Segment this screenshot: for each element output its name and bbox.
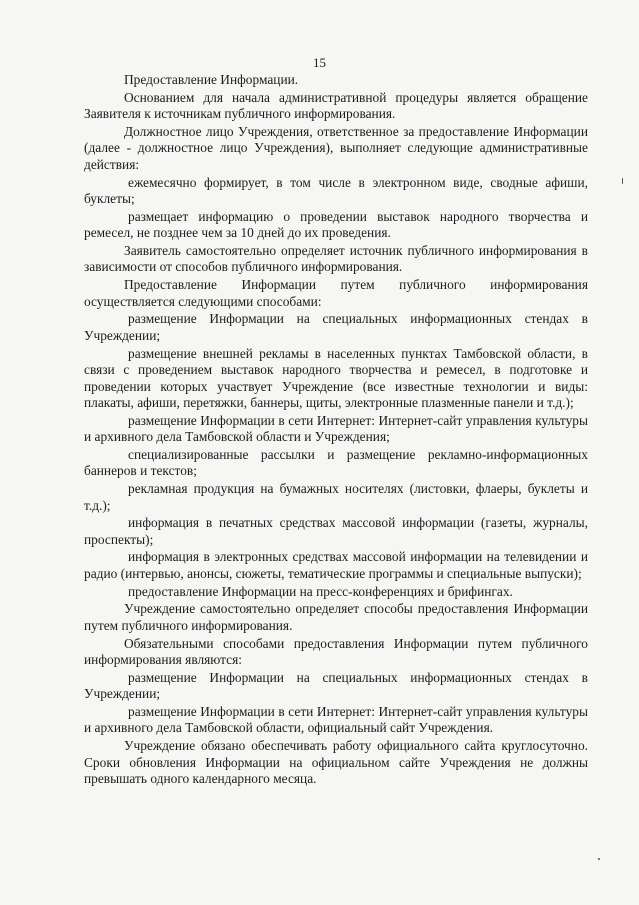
scan-speck <box>622 178 623 184</box>
list-item: размещает информацию о проведении выставок народного творчества и ремесел, не позднее чем за 10 дней до их проведения. <box>84 208 588 241</box>
list-item: предоставление Информации на пресс-конференциях и брифингах. <box>128 583 513 599</box>
paragraph: Предоставление Информации. <box>124 72 299 87</box>
paragraph: Основанием для начала административной процедуры является обращение Заявителя к источникам публичного информирования. <box>84 89 588 122</box>
page-number: 15 <box>313 55 326 70</box>
list-item: информация в печатных средствах массовой информации (газеты, журналы, проспекты); <box>84 515 588 547</box>
list-item: специализированные рассылки и размещение рекламно-информационных баннеров и текстов; <box>84 446 588 479</box>
list-item: размещение Информации на специальных информационных стендах в Учреждении; <box>84 669 588 702</box>
scan-bleed-through <box>262 900 432 905</box>
scan-speck <box>598 858 600 860</box>
list-item: ежемесячно формирует, в том числе в электронном виде, сводные афиши, буклеты; <box>84 174 588 207</box>
paragraph: Учреждение самостоятельно определяет способы предоставления Информации путем публичного информирования. <box>84 601 588 633</box>
list-item: размещение Информации в сети Интернет: Интернет-сайт управления культуры и архивного дела Тамбовской области, официальный сайт Учреждения. <box>84 703 588 736</box>
paragraph: Должностное лицо Учреждения, ответственное за предоставление Информации (далее - должностное лицо Учреждения), выполняет следующие административные действия: <box>84 123 588 172</box>
list-item: размещение внешней рекламы в населенных пунктах Тамбовской области, в связи с проведением выставок народного творчества и ремесел, в подготовке и проведении которых участвует Учреждение (все известные технологии и виды: плакаты, афиши, перетяжки, баннеры, щиты, электронные плазменные панели и т.д.); <box>84 345 588 410</box>
list-item: рекламная продукция на бумажных носителях (листовки, флаеры, буклеты и т.д.); <box>84 481 588 513</box>
document-body <box>84 72 588 789</box>
list-item: размещение Информации на специальных информационных стендах в Учреждении; <box>84 311 588 343</box>
paragraph: Обязательными способами предоставления Информации путем публичного информирования являются: <box>84 635 588 667</box>
list-item: размещение Информации в сети Интернет: Интернет-сайт управления культуры и архивного дела Тамбовской области и Учреждения; <box>84 412 588 445</box>
paragraph: Предоставление Информации путем публичного информирования осуществляется следующими способами: <box>84 277 588 309</box>
list-item: информация в электронных средствах массовой информации на телевидении и радио (интервью, анонсы, сюжеты, тематические программы и специальные выпуски); <box>84 549 588 581</box>
paragraph: Учреждение обязано обеспечивать работу официального сайта круглосуточно. Сроки обновления Информации на официальном сайте Учреждения не должны превышать одного календарного месяца. <box>84 738 588 787</box>
paragraph: Заявитель самостоятельно определяет источник публичного информирования в зависимости от способов публичного информирования. <box>84 242 588 275</box>
